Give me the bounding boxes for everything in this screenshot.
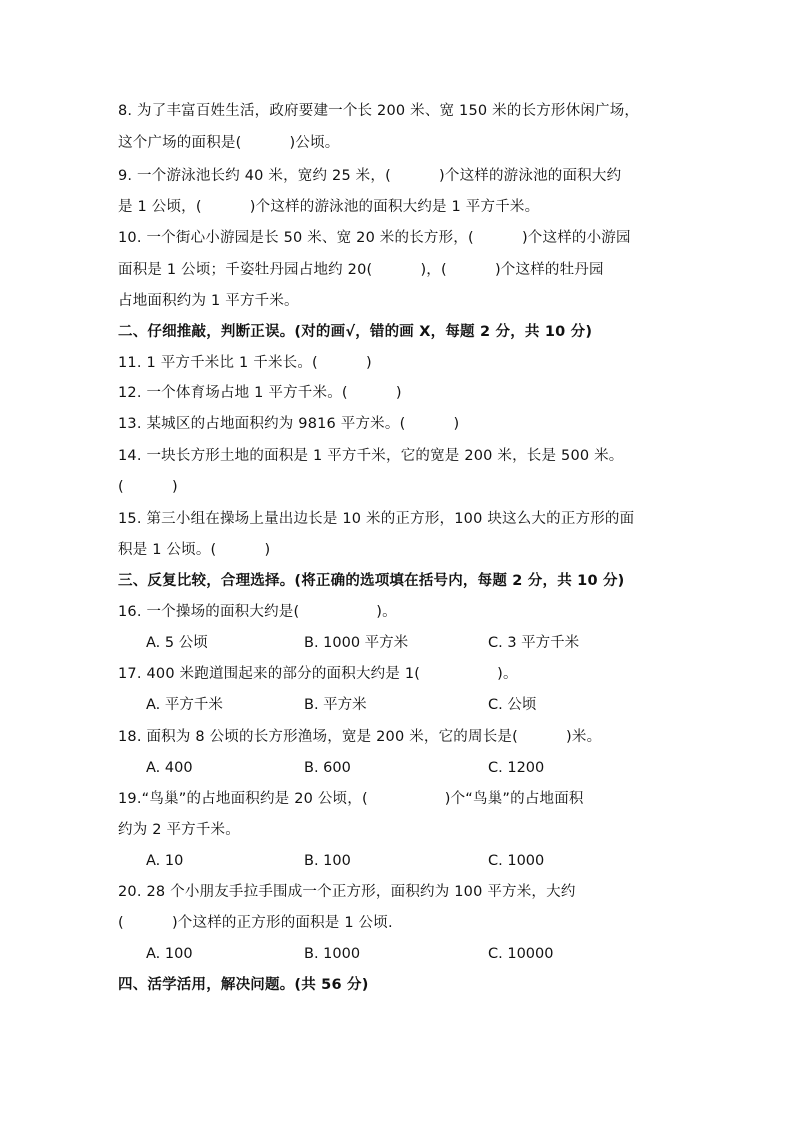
- q8-line2: 这个广场的面积是( )公顷。: [118, 135, 340, 151]
- section-4-heading: 四、活学活用，解决问题。(共 56 分): [118, 977, 369, 993]
- q18-option-c: C. 1200: [488, 760, 545, 776]
- q17: 17. 400 米跑道围起来的部分的面积大约是 1( )。: [118, 666, 518, 682]
- q17-option-b: B. 平方米: [304, 697, 367, 713]
- q20-option-b: B. 1000: [304, 946, 361, 962]
- q19-option-c: C. 1000: [488, 853, 545, 869]
- q20-line2: ( )个这样的正方形的面积是 1 公顷.: [118, 915, 393, 931]
- q13: 13. 某城区的占地面积约为 9816 平方米。( ): [118, 416, 460, 432]
- q17-option-a: A. 平方千米: [146, 697, 223, 713]
- q9-line2: 是 1 公顷，( )个这样的游泳池的面积大约是 1 平方千米。: [118, 199, 540, 215]
- q16-option-b: B. 1000 平方米: [304, 635, 409, 651]
- q11: 11. 1 平方千米比 1 千米长。( ): [118, 355, 372, 371]
- q20-line1: 20. 28 个小朋友手拉手围成一个正方形，面积约为 100 平方米，大约: [118, 884, 576, 900]
- q16-option-c: C. 3 平方千米: [488, 635, 580, 651]
- q20-option-a: A. 100: [146, 946, 193, 962]
- q15-line2: 积是 1 公顷。( ): [118, 542, 271, 558]
- q16: 16. 一个操场的面积大约是( )。: [118, 604, 397, 620]
- q18-option-a: A. 400: [146, 760, 193, 776]
- q18-option-b: B. 600: [304, 760, 351, 776]
- section-2-heading: 二、仔细推敲，判断正误。(对的画√，错的画 X，每题 2 分，共 10 分): [118, 324, 593, 340]
- q20-option-c: C. 10000: [488, 946, 554, 962]
- q9-line1: 9. 一个游泳池长约 40 米，宽约 25 米，( )个这样的游泳池的面积大约: [118, 168, 622, 184]
- q17-option-c: C. 公顷: [488, 697, 537, 713]
- q18: 18. 面积为 8 公顷的长方形渔场，宽是 200 米，它的周长是( )米。: [118, 729, 602, 745]
- q14-line1: 14. 一块长方形土地的面积是 1 平方千米，它的宽是 200 米，长是 500 米。: [118, 448, 624, 464]
- q8-line1: 8. 为了丰富百姓生活，政府要建一个长 200 米、宽 150 米的长方形休闲广场，: [118, 103, 640, 119]
- q12: 12. 一个体育场占地 1 平方千米。( ): [118, 385, 402, 401]
- q10-line1: 10. 一个街心小游园是长 50 米、宽 20 米的长方形，( )个这样的小游园: [118, 230, 631, 246]
- q10-line3: 占地面积约为 1 平方千米。: [118, 293, 299, 309]
- q14-line2: ( ): [118, 479, 178, 495]
- q19-option-a: A. 10: [146, 853, 184, 869]
- q15-line1: 15. 第三小组在操场上量出边长是 10 米的正方形，100 块这么大的正方形的面: [118, 511, 635, 527]
- q19-option-b: B. 100: [304, 853, 351, 869]
- q19-line1: 19.“鸟巢”的占地面积约是 20 公顷，( )个“鸟巢”的占地面积: [118, 791, 584, 807]
- section-3-heading: 三、反复比较，合理选择。(将正确的选项填在括号内，每题 2 分，共 10 分): [118, 573, 625, 589]
- q16-option-a: A. 5 公顷: [146, 635, 208, 651]
- q19-line2: 约为 2 平方千米。: [118, 822, 240, 838]
- q10-line2: 面积是 1 公顷；千姿牡丹园占地约 20( )，( )个这样的牡丹园: [118, 262, 604, 278]
